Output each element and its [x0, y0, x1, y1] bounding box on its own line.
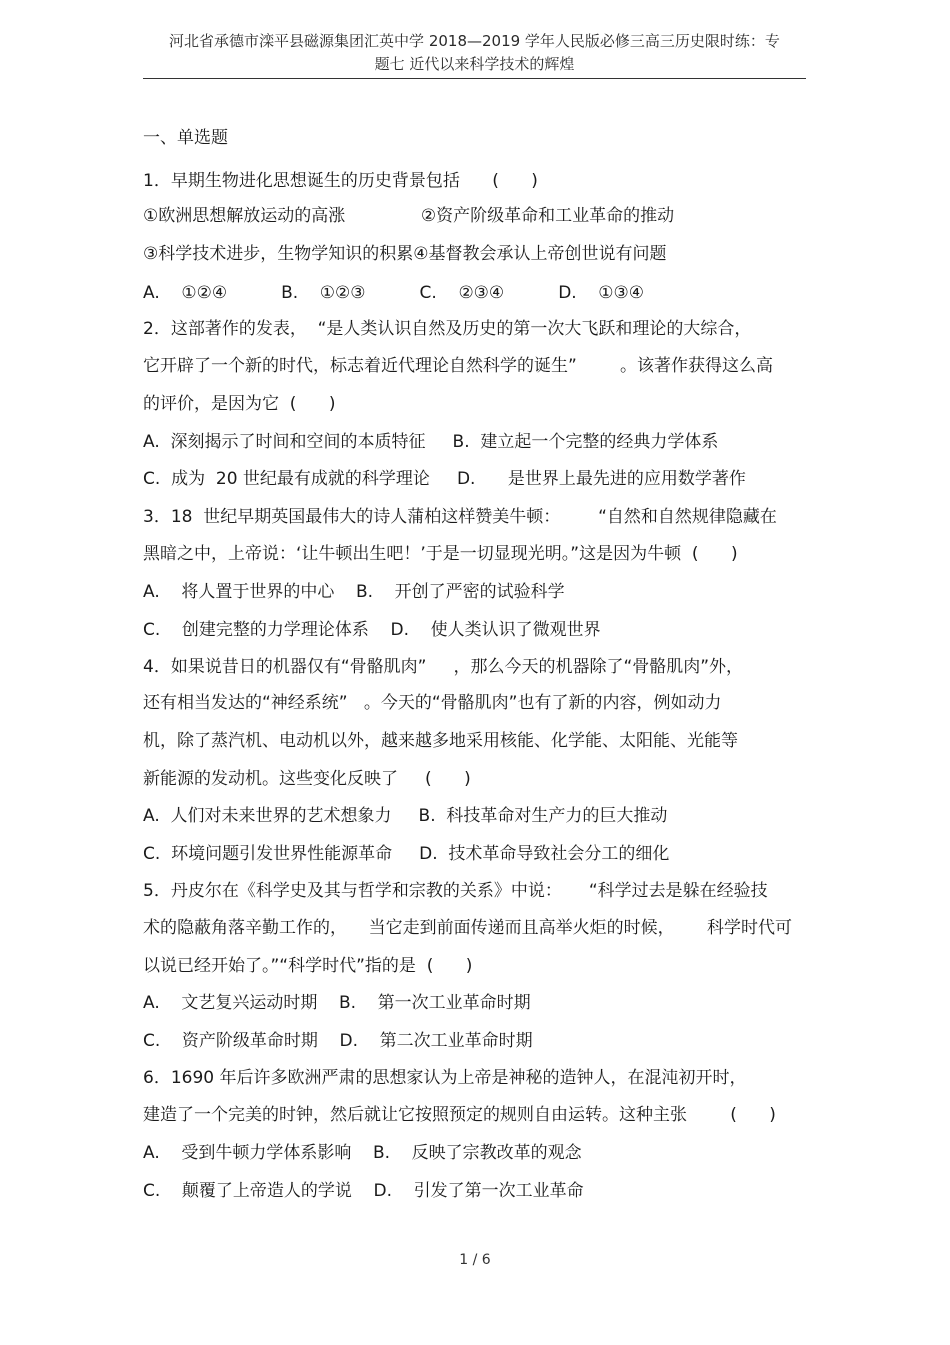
q6-stem-line-1: 6．1690 年后许多欧洲严肃的思想家认为上帝是神秘的造钟人，在混沌初开时， [143, 1068, 747, 1088]
q5-stem-line-1: 5．丹皮尔在《科学史及其与哲学和宗教的关系》中说： “科学过去是躲在经验技 [143, 881, 768, 901]
q5-stem-line-3: 以说已经开始了。”“科学时代”指的是 ( ) [143, 956, 473, 976]
header-divider [143, 78, 806, 79]
q3-options-cd: C. 创建完整的力学理论体系 D. 使人类认识了微观世界 [143, 620, 601, 640]
q2-stem-line-3: 的评价，是因为它 ( ) [143, 394, 336, 414]
q4-stem-line-2: 还有相当发达的“神经系统” 。今天的“骨骼肌肉”也有了新的内容，例如动力 [143, 693, 722, 713]
q6-options-cd: C. 颠覆了上帝造人的学说 D. 引发了第一次工业革命 [143, 1181, 584, 1201]
q1-options: A. ①②④ B. ①②③ C. ②③④ D. ①③④ [143, 283, 645, 303]
q2-stem-line-1: 2．这部著作的发表， “是人类认识自然及历史的第一次大飞跃和理论的大综合， [143, 319, 752, 339]
header-line-2: 题七 近代以来科学技术的辉煌 [374, 55, 575, 73]
q2-options-ab: A. 深刻揭示了时间和空间的本质特征 B. 建立起一个完整的经典力学体系 [143, 432, 719, 452]
q3-options-ab: A. 将人置于世界的中心 B. 开创了严密的试验科学 [143, 582, 565, 602]
q5-options-cd: C. 资产阶级革命时期 D. 第二次工业革命时期 [143, 1031, 533, 1051]
q3-stem-line-1: 3．18 世纪早期英国最伟大的诗人蒲柏这样赞美牛顿： “自然和自然规律隐藏在 [143, 507, 777, 527]
page-header [143, 30, 806, 76]
q4-stem-line-4: 新能源的发动机。这些变化反映了 ( ) [143, 769, 471, 789]
q4-stem-line-1: 4．如果说昔日的机器仅有“骨骼肌肉” ，那么今天的机器除了“骨骼肌肉”外， [143, 657, 744, 677]
q3-stem-line-2: 黑暗之中，上帝说：‘让牛顿出生吧！’于是一切显现光明。”这是因为牛顿 ( ) [143, 544, 738, 564]
q2-stem-line-2: 它开辟了一个新的时代，标志着近代理论自然科学的诞生” 。该著作获得这么高 [143, 356, 774, 376]
q6-options-ab: A. 受到牛顿力学体系影响 B. 反映了宗教改革的观念 [143, 1143, 582, 1163]
q4-options-cd: C. 环境问题引发世界性能源革命 D. 技术革命导致社会分工的细化 [143, 844, 670, 864]
q4-stem-line-3: 机，除了蒸汽机、电动机以外，越来越多地采用核能、化学能、太阳能、光能等 [143, 731, 738, 751]
q1-statement-row-2: ③科学技术进步，生物学知识的积累④基督教会承认上帝创世说有问题 [143, 244, 667, 264]
q6-stem-line-2: 建造了一个完美的时钟，然后就让它按照预定的规则自由运转。这种主张 ( ) [143, 1105, 776, 1125]
header-line-1: 河北省承德市滦平县磁源集团汇英中学 2018—2019 学年人民版必修三高三历史限时练：专 [169, 32, 780, 50]
q2-options-cd: C. 成为 20 世纪最有成就的科学理论 D. 是世界上最先进的应用数学著作 [143, 469, 746, 489]
q5-options-ab: A. 文艺复兴运动时期 B. 第一次工业革命时期 [143, 993, 531, 1013]
q5-stem-line-2: 术的隐蔽角落辛勤工作的， 当它走到前面传递而且高举火炬的时候， 科学时代可 [143, 918, 793, 938]
q1-statement-row-1: ①欧洲思想解放运动的高涨 ②资产阶级革命和工业革命的推动 [143, 206, 675, 226]
q4-options-ab: A. 人们对未来世界的艺术想象力 B. 科技革命对生产力的巨大推动 [143, 806, 668, 826]
q1-stem: 1．早期生物进化思想诞生的历史背景包括 ( ) [143, 171, 538, 191]
page-number: 1 / 6 [459, 1252, 491, 1268]
section-title: 一、单选题 [143, 128, 228, 148]
